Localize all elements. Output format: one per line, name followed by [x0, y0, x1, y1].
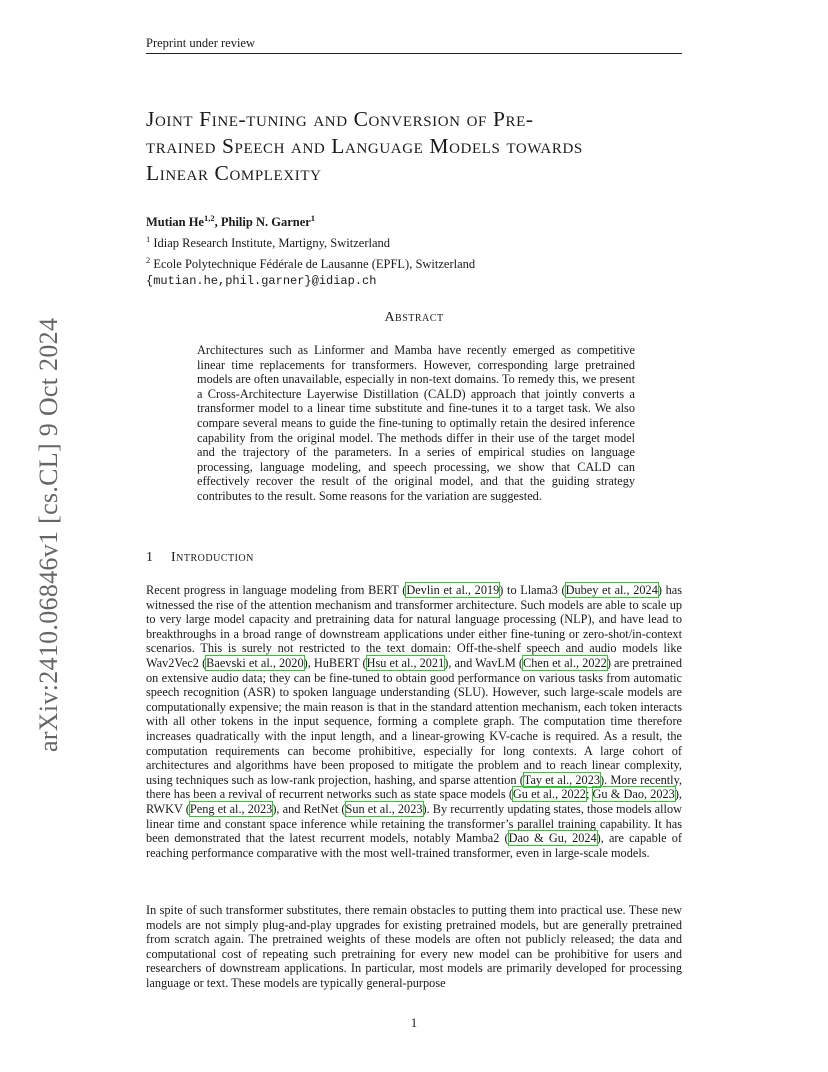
body-paragraph: [146, 583, 682, 860]
paragraph-text: ). By recurrently updating states, those models allow linear time and constant space inference while retaining the transformer’s parallel training capability. It has been demonstrated that the latest recurrent models, notably Mamba2 (: [146, 801, 683, 846]
abstract-heading: Abstract: [384, 310, 444, 325]
citation-link[interactable]: Baevski et al., 2020: [206, 655, 304, 670]
paragraph-text: ;: [585, 787, 593, 802]
citation-link[interactable]: Peng et al., 2023: [189, 801, 273, 816]
title-line: trained Speech and Language Models towards: [146, 134, 583, 158]
paragraph-text: ), are capable of reaching performance comparative with the most well-trained transformer, even in large-scale models.: [146, 831, 682, 860]
affiliation-text: Idiap Research Institute, Martigny, Switzerland: [150, 236, 390, 251]
paragraph-text: ), HuBERT (: [303, 655, 367, 670]
paragraph-text: ). More recently, there has been a revival of recurrent networks such as state space models (: [146, 772, 682, 802]
paragraph-text: ), and WavLM (: [444, 655, 524, 670]
title-line: Joint Fine-tuning and Conversion of Pre-: [146, 107, 534, 131]
citation-link[interactable]: Tay et al., 2023: [523, 772, 601, 787]
author-names: [146, 215, 315, 229]
paragraph-text: ) are pretrained on extensive audio data; they can be fine-tuned to obtain good performance on various tasks from automatic speech recognition (ASR) to spoken language understanding (SLU). However, such large-scale models are computationally expensive; the main reason is that in the standard attention mechanism, each token interacts with all other tokens in the input sequence, forming a complete graph. The computation time therefore increases quadratically with the input length, and a linear-growing KV-cache is required. As a result, the computation requirements can become prohibitive, especially for long contexts. A large cohort of architectures and algorithms have been proposed to mitigate the problem and to reach linear complexity, using techniques such as low-rank projection, hashing, and sparse attention (: [146, 655, 682, 787]
author-separator: ,: [214, 215, 221, 230]
citation-link[interactable]: Chen et al., 2022: [523, 655, 607, 670]
affiliation-text: Ecole Polytechnique Fédérale de Lausanne (EPFL), Switzerland: [150, 257, 476, 272]
section-title: Introduction: [171, 550, 254, 565]
affiliation-marker: 1,2: [203, 213, 215, 223]
title-line: Linear Complexity: [146, 161, 322, 185]
page-number: 1: [410, 1016, 418, 1030]
affiliation-marker: 2: [146, 255, 151, 266]
affiliation-marker: 1: [310, 213, 316, 223]
body-paragraph: In spite of such transformer substitutes, there remain obstacles to putting them into practical use. These new models are not simply plug-and-play upgrades for existing pretrained models, but are generally pretrained from scratch again. The pretrained weights of these models are often not publicly released; the data and computational cost of repeating such pretraining for every new model can be prohibitive for users and researchers of downstream applications. In particular, most models are primarily developed for processing language or text. These models are typically general-purpose: [146, 903, 682, 990]
paragraph-text: ), and RetNet (: [272, 801, 346, 816]
author-block: [146, 210, 686, 290]
citation-link[interactable]: Hsu et al., 2021: [366, 655, 445, 670]
citation-link[interactable]: Gu & Dao, 2023: [592, 787, 675, 802]
affiliation: [146, 231, 686, 252]
section-heading: [146, 550, 254, 566]
section-number: 1: [146, 550, 154, 565]
author-email[interactable]: {mutian.he,phil.garner}@idiap.ch: [146, 274, 377, 289]
header-rule: [146, 53, 682, 54]
paper-title: [146, 106, 686, 187]
citation-link[interactable]: Devlin et al., 2019: [406, 583, 500, 597]
author-name: Mutian He: [146, 215, 204, 230]
paragraph-text: ) has witnessed the rise of the attention mechanism and transformer architecture. Such models are able to scale up to very large model capacity and pretraining data for natural language processing (NLP), and have lead to breakthroughs in a broad range of downstream applications under either fine-tuning or zero-shot/in-context scenarios. This is surely not restricted to the text domain: Off-the-shelf speech and audio models like Wav2Vec2 (: [146, 583, 682, 670]
paragraph-text: ), RWKV (: [146, 787, 682, 816]
arxiv-identifier[interactable]: arXiv:2410.06846v1 [cs.CL] 9 Oct 2024: [34, 317, 63, 752]
citation-link[interactable]: Sun et al., 2023: [345, 801, 423, 816]
running-header: Preprint under review: [146, 36, 255, 50]
abstract-text: Architectures such as Linformer and Mamba have recently emerged as competitive linear time replacements for transformers. However, corresponding large pretrained models are often unavailable, especially in non-text domains. To remedy this, we present a Cross-Architecture Layerwise Distillation (CALD) approach that jointly converts a transformer model to a linear time substitute and fine-tunes it to a target task. We also compare several means to guide the fine-tuning to optimally retain the desired inference capability from the original model. The methods differ in their use of the target model and the trajectory of the parameters. In a series of empirical studies on language processing, language modeling, and speech processing, we show that CALD can effectively recover the result of the original model, and that the guiding strategy contributes to the result. Some reasons for the variation are suggested.: [197, 343, 635, 503]
author-name: Philip N. Garner: [220, 215, 311, 230]
affiliation: [146, 252, 686, 273]
paragraph-text: Recent progress in language modeling from BERT (: [146, 583, 407, 597]
citation-link[interactable]: Dubey et al., 2024: [565, 583, 658, 597]
citation-link[interactable]: Dao & Gu, 2024: [508, 831, 597, 846]
citation-link[interactable]: Gu et al., 2022: [512, 787, 586, 802]
paragraph-text: ) to Llama3 (: [499, 583, 566, 597]
affiliation-marker: 1: [146, 234, 151, 245]
